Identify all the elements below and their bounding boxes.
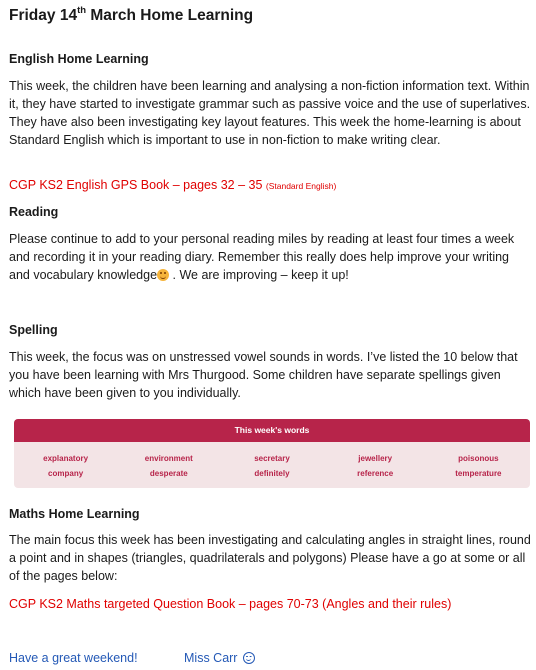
spelling-word: desperate [149, 469, 188, 478]
maths-heading: Maths Home Learning [9, 507, 140, 521]
maths-task: CGP KS2 Maths targeted Question Book – pages 70-73 (Angles and their rules) [9, 597, 452, 611]
reading-body: Please continue to add to your personal reading miles by reading at least four times a week and recording it in your reading diary. Remember this really does help improve your writing and vocabulary knowledge . We are improving – keep it up! [9, 232, 515, 282]
spelling-word: secretary [254, 454, 290, 463]
page-title: Friday 14th March Home Learning [9, 5, 254, 24]
spelling-word: poisonous [458, 454, 499, 463]
maths-body: The main focus this week has been investigating and calculating angles in straight lines, round a point and in shapes (triangles, quadrilaterals and polygons) Please have a go at some or all of the pages below: [9, 533, 531, 583]
spelling-word: temperature [455, 469, 502, 478]
spelling-word: definitely [254, 469, 290, 478]
footer-greeting: Have a great weekend! [9, 651, 138, 665]
footer-signoff: Miss Carr [184, 651, 255, 665]
spelling-word: company [48, 469, 84, 478]
spelling-word: explanatory [43, 454, 89, 463]
english-heading: English Home Learning [9, 52, 149, 66]
spelling-word: jewellery [358, 454, 393, 463]
english-task: CGP KS2 English GPS Book – pages 32 – 35 (Standard English) [9, 178, 337, 192]
smiling-face-icon [157, 269, 169, 281]
reading-heading: Reading [9, 205, 59, 219]
spelling-body: This week, the focus was on unstressed vowel sounds in words. I’ve listed the 10 below that you have been learning with Mrs Thurgood. Some children have separate spellings given which have been given to you individually. [9, 350, 518, 400]
spelling-heading: Spelling [9, 323, 58, 337]
words-table-title: This week's words [14, 419, 530, 442]
spelling-word: environment [144, 454, 193, 463]
spelling-words-table [14, 419, 530, 488]
smiley-outline-icon [243, 652, 255, 664]
spelling-word: reference [357, 469, 394, 478]
english-body: This week, the children have been learning and analysing a non-fiction information text. Within it, they have started to investigate grammar such as passive voice and the use of superlatives. They have also been investigating key layout features. This week the home-learning is about Standard English which is important to use in non-fiction to make writing clear. [9, 79, 531, 147]
